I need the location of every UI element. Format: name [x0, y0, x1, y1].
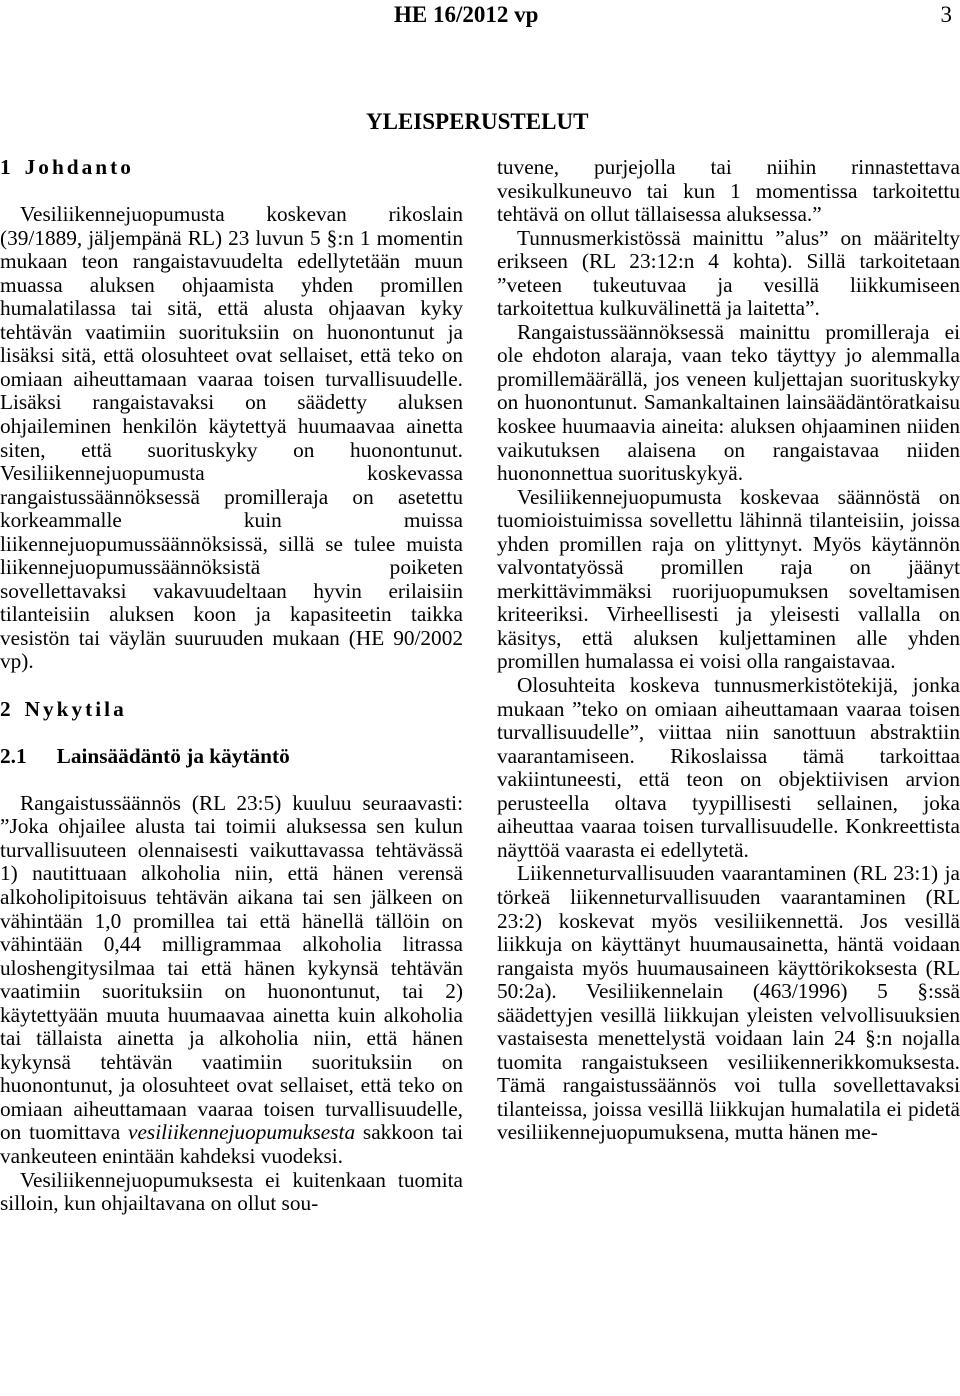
paragraph: Tunnusmerkistössä mainittu ”alus” on määritelty erikseen (RL 23:12:n 4 kohta). Sillä tarkoitetaan ”veteen tukeutuvaa ja vesillä liikkumiseen tarkoitettua kulkuvälinettä ja laitetta”.: [497, 225, 960, 321]
document-header-title: HE 16/2012 vp: [394, 2, 539, 27]
paragraph: Olosuhteita koskeva tunnusmerkistötekijä, jonka mukaan ”teko on omiaan aiheuttamaan vaaraa toisen turvallisuudelle”, viittaa niin sanottuun abstraktiin vaarantamiseen. Rikoslaissa tämä tarkoittaa vakiintuneesti, että teon on objektiivisen arvion perusteella oltava tyypillisesti sellainen, joka aiheuttaa vaaraa toisen turvallisuudelle. Konkreettista näyttöä vaarasta ei edellytetä.: [497, 673, 960, 862]
paragraph: Liikenneturvallisuuden vaarantaminen (RL 23:1) ja törkeä liikenneturvallisuuden vaarantaminen (RL 23:2) koskevat myös vesiliikennettä. Jos vesillä liikkuja on käyttänyt huumausainetta, häntä voidaan rangaista myös huumausaineen käyttörikoksesta (RL 50:2a). Vesiliikennelain (463/1996) 5 §:ssä säädettyjen vesillä liikkujan yleisten velvollisuuksien vastaisesta menettelystä voidaan lain 24 §:n nojalla tuomita rangaistukseen vesiliikennerikkomuksesta. Tämä rangaistussäännös voi tulla sovellettavaksi tilanteissa, joissa vesillä liikkujan humalatila ei pidetä vesiliikennejuopumuksena, mutta hänen me-: [497, 861, 960, 1145]
italic-term: vesiliikennejuopumuksesta: [128, 1120, 356, 1145]
paragraph: Vesiliikennejuopumusta koskevaa säännöstä on tuomioistuimissa sovellettu lähinnä tilanteisiin, joissa yhden promillen raja on ylittynyt. Myös käytännön valvontatyössä promillen raja on jäänyt merkittävimmäksi ruorijuopumuksen soveltamisen kriteeriksi. Virheellisesti ja yleisesti vallalla on käsitys, että aluksen kuljettaminen alle yhden promillen humalassa ei voisi olla rangaistavaa.: [497, 484, 960, 674]
page-number: 3: [940, 2, 952, 27]
chapter-number: 2: [0, 696, 11, 721]
subsection-title: Lainsäädäntö ja käytäntö: [56, 743, 290, 768]
subsection-heading: [0, 745, 463, 769]
paragraph: Vesiliikennejuopumusta koskevan rikoslain (39/1889, jäljempänä RL) 23 luvun 5 §:n 1 momentin mukaan teon rangaistavuudelta edellytetään muun muassa aluksen ohjaamista yhden promillen humalatilassa tai sitä, että alusta ohjaavan kyky tehtävän vaatimiin suorituksiin on huonontunut ja lisäksi sitä, että olosuhteet ovat sellaiset, että teko on omiaan aiheuttamaan vaaraa toisen turvallisuudelle. Lisäksi rangaistavaksi on säädetty aluksen ohjaileminen henkilön käytettyä huumaavaa ainetta siten, että suorituskyky on huonontunut. Vesiliikennejuopumusta koskevassa rangaistussäännöksessä promilleraja on asetettu korkeammalle kuin muissa liikennejuopumussäännöksissä, sillä se tulee muista liikennejuopumussäännöksistä poiketen sovellettavaksi vakavuudeltaan hyvin erilaisiin tilanteisiin aluksen koon ja kapasiteetin taikka vesistön tai väylän suuruuden mukaan (HE 90/2002 vp).: [0, 202, 463, 674]
chapter-heading-current-state: [0, 698, 463, 722]
right-column: [497, 156, 960, 1145]
subsection-number: 2.1: [0, 743, 27, 768]
paragraph-continued: tuvene, purjejolla tai niihin rinnastettava vesikulkuneuvo tai kun 1 momentissa tarkoitettu tehtävä on ollut tällaisessa aluksessa.”: [497, 155, 960, 227]
left-column: [0, 156, 463, 1216]
paragraph-statute-quote: Rangaistussäännös (RL 23:5) kuuluu seuraavasti: ”Joka ohjailee alusta tai toimii aluksessa sen kulun turvallisuuteen olennaisesti vaikuttavassa tehtävässä 1) nautittuaan alkoholia niin, että hänen verensä alkoholipitoisuus tehtävän aikana tai sen jälkeen on vähintään 1,0 promillea tai että hänellä tällöin on vähintään 0,44 milligrammaa alkoholia litrassa uloshengitysilmaa tai että hänen kykynsä tehtävän vaatimiin suorituksiin on huonontunut, tai 2) käytettyään muuta huumaavaa ainetta kuin alkoholia tai tällaista ainetta ja alkoholia niin, että hänen kykynsä tehtävän vaatimiin suorituksiin on huonontunut, ja olosuhteet ovat sellaiset, että teko on omiaan aiheuttamaan vaaraa toisen turvallisuudelle, on tuomittava vesiliikennejuopumuksesta sakkoon tai vankeuteen enintään kahdeksi vuodeksi.: [0, 790, 463, 1168]
section-heading: YLEISPERUSTELUT: [366, 109, 589, 134]
chapter-number: 1: [0, 155, 11, 179]
paragraph: Rangaistussäännöksessä mainittu promilleraja ei ole ehdoton alaraja, vaan teko täyttyy jo alemmalla promillemäärällä, jos veneen kuljettajan suorituskyky on huonontunut. Samankaltainen lainsäädäntöratkaisu koskee huumaavia aineita: aluksen ohjaaminen niiden vaikutuksen alaisena on rangaistavaa niiden huononnettua suorituskykyä.: [497, 319, 960, 486]
chapter-title: Nykytila: [24, 696, 127, 721]
chapter-title: Johdanto: [24, 155, 134, 179]
chapter-heading-introduction: [0, 156, 463, 180]
paragraph: Vesiliikennejuopumuksesta ei kuitenkaan tuomita silloin, kun ohjailtavana on ollut sou-: [0, 1167, 463, 1216]
